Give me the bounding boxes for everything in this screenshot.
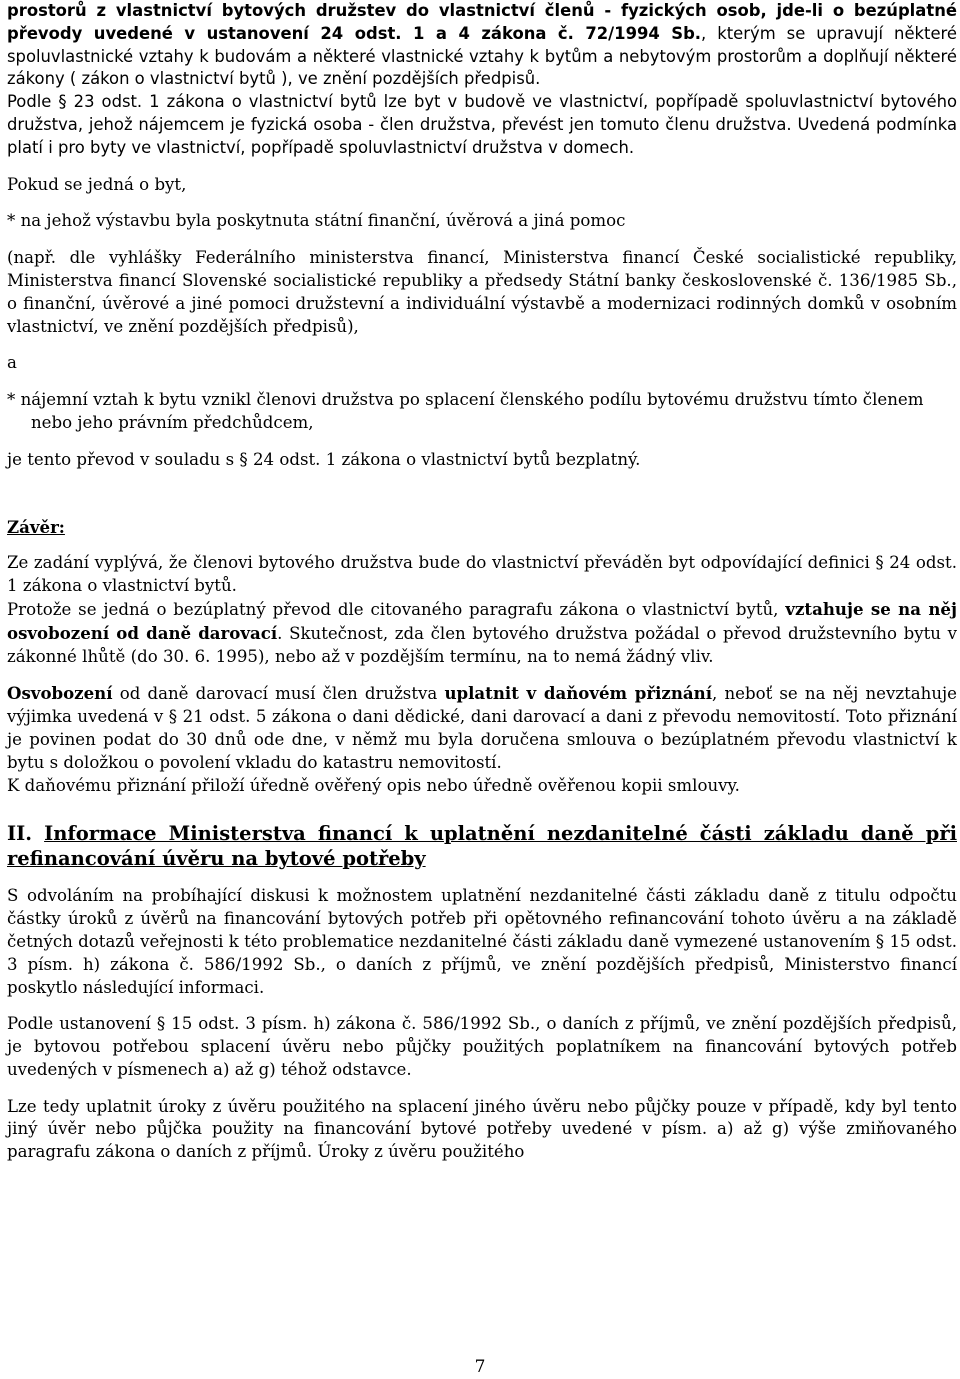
bullet-item-2: * nájemní vztah k bytu vznikl členovi družstva po splacení členského podílu bytovému družstvu tímto členem nebo jeho právním předchůdcem, — [7, 390, 924, 432]
page-number: 7 — [474, 1357, 486, 1377]
document-page — [7, 0, 957, 1164]
bullet-item-1: * na jehož výstavbu byla poskytnuta státní finanční, úvěrová a jiná pomoc — [7, 211, 626, 231]
intro-bold-text: prostorů z vlastnictví bytových družstev do vlastnictví členů - fyzických osob, jde-li o bezúplatné převody uvedené v ustanovení 24 odst. 1 a 4 zákona č. 72/1994 Sb. — [7, 1, 957, 43]
conjunction-a: a — [7, 353, 17, 373]
paragraph-zaver-2: Protože se jedná o bezúplatný převod dle citovaného paragrafu zákona o vlastnictví bytů, vztahuje se na něj osvobození od daně darovací. Skutečnost, zda člen bytového družstva požádal o převod družstevního bytu v zákonné lhůtě (do 30. 6. 1995), nebo až v pozdějším termínu, na to nemá žádný vliv. — [7, 598, 957, 666]
intro-paragraph — [7, 0, 957, 91]
paragraph-osvobozeni: Osvobození od daně darovací musí člen družstva uplatnit v daňovém přiznání, neboť se na něj nevztahuje výjimka uvedená v § 21 odst. 5 zákona o dani dědické, dani darovací a dani z převodu nemovitostí. Toto přiznání je povinen podat do 30 dnů ode dne, v němž mu byla doručena smlouva o bezúplatném převodu vlastnictví k bytu s doložkou o povolení vkladu do katastru nemovitostí. — [7, 683, 958, 772]
paragraph-podle-23: Podle § 23 odst. 1 zákona o vlastnictví bytů lze byt v budově ve vlastnictví, popřípadě spoluvlastnictví bytového družstva, jehož nájemcem je fyzická osoba - člen družstva, převést jen tomuto členu družstva. Uvedená podmínka platí i pro byty ve vlastnictví, popřípadě spoluvlastnictví družstva v domech. — [7, 92, 957, 157]
paragraph-napr: (např. dle vyhlášky Federálního ministerstva financí, Ministerstva financí České socialistické republiky, Ministerstva financí Slovenské socialistické republiky a předsedy Státní banky československé č. 136/1985 Sb., o finanční, úvěrové a jiné pomoci družstevní a individuální výstavbě a modernizaci rodinných domků v osobním vlastnictví, ve znění pozdějších předpisů), — [7, 248, 957, 336]
paragraph-s2-1: S odvoláním na probíhající diskusi k možnostem uplatnění nezdanitelné části základu daně z titulu odpočtu částky úroků z úvěrů na financování bytových potřeb při opětovného refinancování tohoto úvěru a na základě četných dotazů veřejnosti k této problematice nezdanitelné části základu daně vymezené ustanovením § 15 odst. 3 písm. h) zákona č. 586/1992 Sb., o daních z příjmů, ve znění pozdějších předpisů, Ministerstvo financí poskytlo následující informaci. — [7, 886, 957, 997]
paragraph-s2-2: Podle ustanovení § 15 odst. 3 písm. h) zákona č. 586/1992 Sb., o daních z příjmů, ve znění pozdějších předpisů, je bytovou potřebou splacení úvěru nebo půjčky použitých poplatníkem na financování bytových potřeb uvedených v písmenech a) až g) téhož odstavce. — [7, 1014, 957, 1079]
paragraph-zaver-1: Ze zadání vyplývá, že členovi bytového družstva bude do vlastnictví převáděn byt odpovídající definici § 24 odst. 1 zákona o vlastnictví bytů. — [7, 553, 957, 596]
intro-rest-text: , kterým se upravují některé spoluvlastnické vztahy k budovám a některé vlastnické vztahy k bytům a nebytovým prostorům a doplňují některé zákony ( zákon o vlastnictví bytů ), ve znění pozdějších předpisů. — [7, 23, 957, 89]
paragraph-k-danovemu: K daňovému přiznání přiloží úředně ověřený opis nebo úředně ověřenou kopii smlouvy. — [7, 775, 740, 795]
section-title: Informace Ministerstva financí k uplatnění nezdanitelné části základu daně při refinancování úvěru na bytové potřeby — [7, 822, 957, 871]
highlight-osvobozeni: vztahuje se na něj osvobození od daně darovací — [7, 598, 957, 643]
section-number: II. — [7, 822, 33, 846]
paragraph-pokud: Pokud se jedná o byt, — [7, 174, 187, 194]
section-heading-zaver: Závěr: — [7, 516, 65, 537]
section-heading-2 — [7, 821, 957, 871]
paragraph-je-tento: je tento převod v souladu s § 24 odst. 1 zákona o vlastnictví bytů bezplatný. — [7, 449, 641, 469]
paragraph-s2-3: Lze tedy uplatnit úroky z úvěru použitého na splacení jiného úvěru nebo půjčky pouze v případě, kdy byl tento jiný úvěr nebo půjčka použity na financování bytové potřeby uvedené v písm. a) až g) výše zmiňovaného paragrafu zákona o daních z příjmů. Úroky z úvěru použitého — [7, 1096, 957, 1162]
